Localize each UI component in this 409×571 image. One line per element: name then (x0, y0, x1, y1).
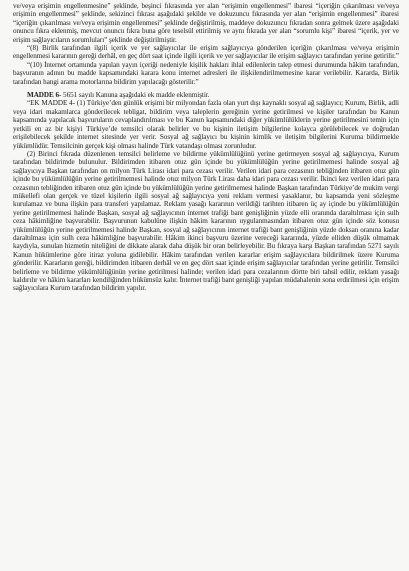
article-heading: MADDE 6- (27, 91, 62, 100)
paragraph-additional-article-4-1: “EK MADDE 4- (1) Türkiye’den günlük erişimi bir milyondan fazla olan yurt dışı kaynaklı sosyal ağ sağlayıcı; Kurum, Birlik, adli veya idari makamlarca gönderilecek tebligat, bildirim veya taleplerin gereğinin yerine getirilmesi ve kişiler tarafından bu Kanun kapsamında yapılacak başvuruların cevaplandırılması ve bu Kanun kapsamındaki diğer yükümlülüklerin yerine getirilmesini temin için yetkili en az bir kişiyi Türkiye’de temsilci olarak belirler ve bu kişinin iletişim bilgilerine kolayca görülebilecek ve doğrudan erişilebilecek şekilde internet sitesinde yer verir. Sosyal ağ sağlayıcı bu kişinin kimlik ve iletişim bilgilerini Kuruma bildirmekle yükümlüdür. Temsilcinin gerçek kişi olması halinde Türk vatandaşı olması zorunludur. (13, 99, 399, 150)
paragraph-clause-8: “(8) Birlik tarafından ilgili içerik ve yer sağlayıcılar ile erişim sağlayıcıya gönderilen içeriğin çıkarılması ve/veya erişimin engellenmesi kararının gereği derhâl, en geç dört saat içinde ilgili içerik ve yer sağlayıcılar ile erişim sağlayıcı tarafından yerine getirilir.” (13, 44, 399, 61)
paragraph-article-6 (13, 91, 399, 99)
paragraph-clause-10: “(10) İnternet ortamında yapılan yayın içeriği nedeniyle kişilik hakları ihlal edilenlerin talep etmesi durumunda hâkim tarafından, başvuranın adının bu madde kapsamındaki karara konu internet adresleri ile ilişkilendirilmemesine karar verilebilir. Kararda, Birlik tarafından hangi arama motorlarına bildirim yapılacağı gösterilir.” (13, 60, 399, 86)
article-6-text: 5651 sayılı Kanuna aşağıdaki ek madde eklenmiştir. (61, 91, 210, 100)
paragraph-amendment-details: ve/veya erişimin engellenmesine” şeklinde, beşinci fıkrasında yer alan “erişimin engellenmesi” ibaresi “içeriğin çıkarılması ve/veya erişimin engellenmesi” şeklinde, sekizinci fıkrası aşağıdaki şekilde ve dokuzuncu fıkrasında yer alan “erişimin engellenmesi” ibaresi “içeriğin çıkarılması ve/veya erişimin engellenmesi” şeklinde değiştirilmiş, maddeye dokuzuncu fıkradan sonra gelmek üzere aşağıdaki onuncu fıkra eklenmiş, mevcut onuncu fıkra buna göre teselsül ettirilmiş ve aynı fıkrada yer alan “sorumlu kişi” ibaresi “içerik, yer ve erişim sağlayıcıların sorumluları” şeklinde değiştirilmiştir. (13, 2, 399, 44)
paragraph-additional-article-4-2: (2) Birinci fıkrada düzenlenen temsilci belirleme ve bildirme yükümlülüğünü yerine getirmeyen sosyal ağ sağlayıcıya, Kurum tarafından bildirimde bulunulur. Bildirimden itibaren otuz gün içinde bu yükümlülüğün yerine getirilmemesi halinde sosyal ağ sağlayıcıya Başkan tarafından on milyon Türk Lirası idari para cezası verilir. Verilen idari para cezasının tebliğinden itibaren otuz gün içinde bu yükümlülüğün yerine getirilmemesi halinde otuz milyon Türk Lirası daha idari para cezası verilir. İkinci kez verilen idari para cezasının tebliğinden itibaren otuz gün içinde bu yükümlülüğün yerine getirilmemesi halinde Başkan tarafından Türkiye’de mukim vergi mükellefi olan gerçek ve tüzel kişilerin ilgili sosyal ağ sağlayıcıya yeni reklam vermesi yasaklanır, bu kapsamda yeni sözleşme kurulamaz ve buna ilişkin para transferi yapılamaz. Reklam yasağı kararının verildiği tarihten itibaren üç ay içinde bu yükümlülüğün yerine getirilmemesi halinde Başkan, sosyal ağ sağlayıcının internet trafiği bant genişliğinin yüzde elli oranında daraltılması için sulh ceza hâkimliğine başvurabilir. Başvurunun kabulüne ilişkin hâkim kararının uygulanmasından itibaren otuz gün içinde söz konusu yükümlülüğün yerine getirilmemesi halinde Başkan, sosyal ağ sağlayıcının internet trafiği bant genişliğinin yüzde doksan oranına kadar daraltılması için sulh ceza hâkimliğine başvurabilir. Hâkim ikinci başvuru üzerine vereceği kararında, yüzde elliden düşük olmamak kaydıyla, sunulan hizmetin niteliğini de dikkate alarak daha düşük bir oran belirleyebilir. Bu fıkraya karşı Başkan tarafından 5271 sayılı Kanun hükümlerine göre itiraz yoluna gidilebilir. Hâkim tarafından verilen kararlar erişim sağlayıcılara bildirilmek üzere Kuruma gönderilir. Kararların gereği, bildirimden itibaren derhâl ve en geç dört saat içinde erişim sağlayıcılar tarafından yerine getirilir. Temsilci belirleme ve bildirme yükümlülüğünün yerine getirilmesi halinde; verilen idari para cezalarının dörtte biri tahsil edilir, reklam yasağı kaldırılır ve hâkim kararları kendiliğinden hükümsüz kalır. İnternet trafiği bant genişliği yapılan müdahalenin sona erdirilmesi için erişim sağlayıcılara Kurum tarafından bildirim yapılır. (13, 149, 399, 293)
